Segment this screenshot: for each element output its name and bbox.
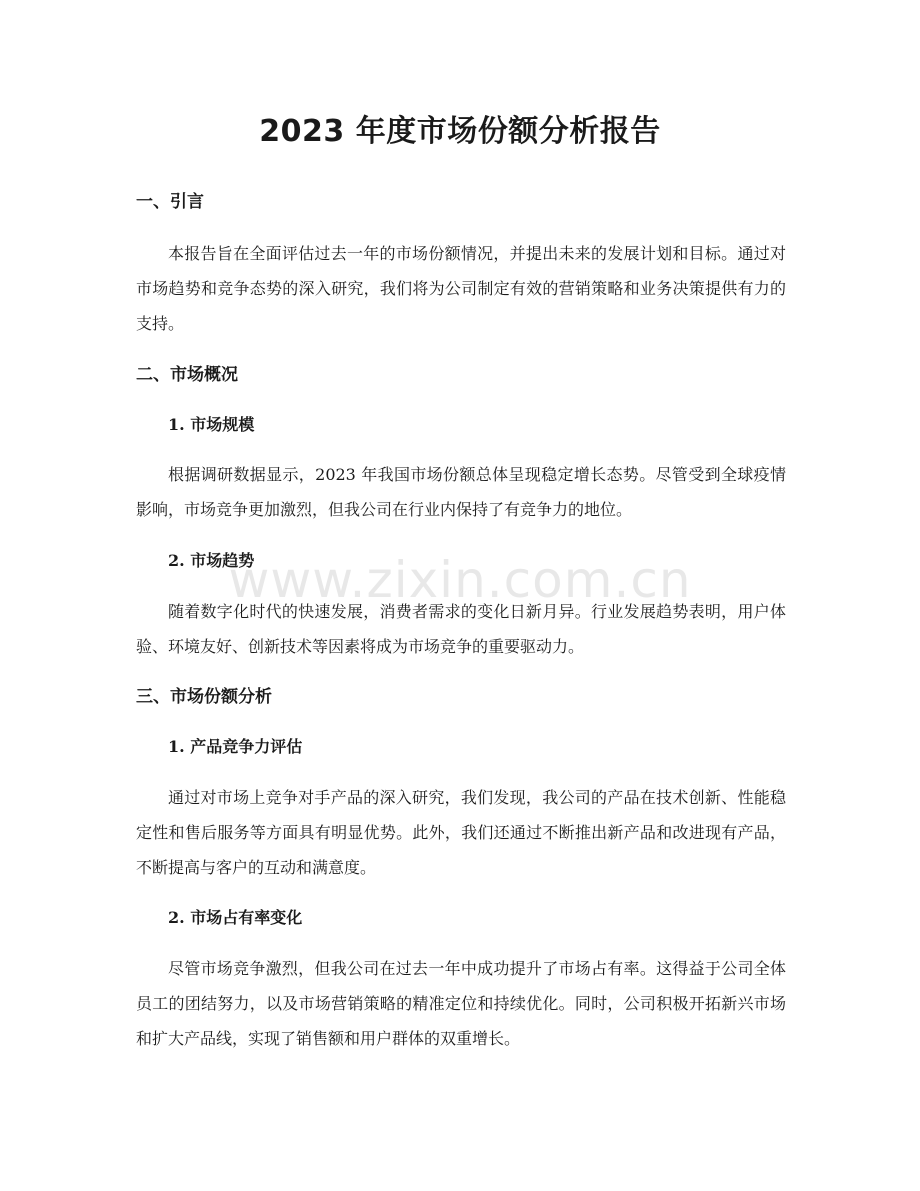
section-heading-market-overview: 二、市场概况 bbox=[136, 365, 238, 385]
subsection-heading-competitiveness: 1. 产品竞争力评估 bbox=[168, 737, 303, 756]
section-heading-intro: 一、引言 bbox=[136, 192, 204, 212]
market-size-paragraph: 根据调研数据显示，2023 年我国市场份额总体呈现稳定增长态势。尽管受到全球疫情影响，市场竞争更加激烈，但我公司在行业内保持了有竞争力的地位。 bbox=[136, 465, 786, 519]
subsection-heading-market-trend: 2. 市场趋势 bbox=[168, 551, 255, 570]
section-heading-share-analysis: 三、市场份额分析 bbox=[136, 687, 272, 707]
subsection-heading-market-size: 1. 市场规模 bbox=[168, 415, 255, 434]
document-title: 2023 年度市场份额分析报告 bbox=[259, 114, 661, 149]
competitiveness-paragraph: 通过对市场上竞争对手产品的深入研究，我们发现，我公司的产品在技术创新、性能稳定性和售后服务等方面具有明显优势。此外，我们还通过不断推出新产品和改进现有产品，不断提高与客户的互动和满意度。 bbox=[136, 788, 786, 877]
watermark: www.zixin.com.cn bbox=[228, 551, 692, 609]
share-change-paragraph: 尽管市场竞争激烈，但我公司在过去一年中成功提升了市场占有率。这得益于公司全体员工的团结努力，以及市场营销策略的精准定位和持续优化。同时，公司积极开拓新兴市场和扩大产品线，实现了销售额和用户群体的双重增长。 bbox=[136, 959, 786, 1048]
subsection-heading-share-change: 2. 市场占有率变化 bbox=[168, 908, 303, 927]
intro-paragraph: 本报告旨在全面评估过去一年的市场份额情况，并提出未来的发展计划和目标。通过对市场趋势和竞争态势的深入研究，我们将为公司制定有效的营销策略和业务决策提供有力的支持。 bbox=[136, 244, 786, 333]
market-trend-paragraph: 随着数字化时代的快速发展，消费者需求的变化日新月异。行业发展趋势表明，用户体验、环境友好、创新技术等因素将成为市场竞争的重要驱动力。 bbox=[136, 602, 786, 656]
